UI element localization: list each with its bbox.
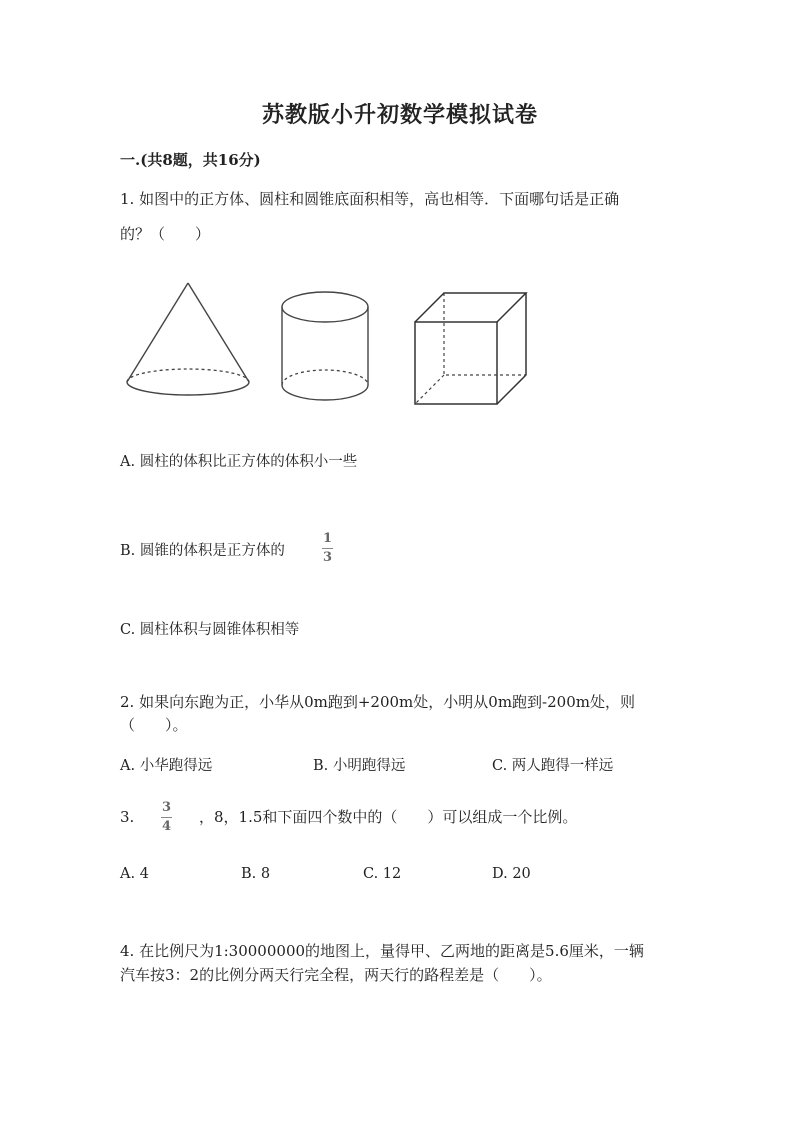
fraction-bar	[161, 817, 172, 818]
cylinder-figure	[276, 288, 374, 410]
fraction-one-third	[322, 532, 333, 565]
question-3-number: 3.	[120, 808, 135, 826]
cube-figure	[408, 288, 534, 410]
question-3-option-d[interactable]: D. 20	[492, 866, 531, 882]
fraction-bar	[322, 548, 333, 549]
question-1-line-2: 的？（ ）	[120, 225, 211, 243]
question-1-option-a[interactable]: A. 圆柱的体积比正方体的体积小一些	[120, 454, 358, 470]
question-3-option-a[interactable]: A. 4	[120, 866, 149, 882]
fraction-denominator: 3	[322, 550, 333, 565]
question-3-text: ，8，1.5和下面四个数中的（ ）可以组成一个比例。	[199, 808, 578, 826]
question-2-option-a[interactable]: A. 小华跑得远	[120, 758, 213, 774]
question-2-line-2: （ ）。	[120, 716, 188, 734]
question-2-option-b[interactable]: B. 小明跑得远	[313, 758, 406, 774]
question-4-line-1: 4. 在比例尺为1:30000000的地图上，量得甲、乙两地的距离是5.6厘米，一辆	[120, 942, 644, 960]
question-3-option-b[interactable]: B. 8	[241, 866, 271, 882]
section-heading: 一.(共8题，共16分)	[120, 151, 261, 169]
question-1-option-c[interactable]: C. 圆柱体积与圆锥体积相等	[120, 622, 300, 638]
fraction-three-quarters	[161, 801, 172, 834]
question-1-option-b[interactable]: B. 圆锥的体积是正方体的	[120, 543, 285, 559]
fraction-numerator: 1	[322, 531, 333, 546]
fraction-denominator: 4	[161, 819, 172, 834]
question-4-line-2: 汽车按3：2的比例分两天行完全程，两天行的路程差是（ ）。	[120, 966, 552, 984]
question-2-line-1: 2. 如果向东跑为正，小华从0m跑到+200m处，小明从0m跑到-200m处，则	[120, 693, 635, 711]
fraction-numerator: 3	[161, 800, 172, 815]
page-title: 苏教版小升初数学模拟试卷	[261, 102, 538, 128]
question-2-option-c[interactable]: C. 两人跑得一样远	[492, 758, 614, 774]
cone-figure	[122, 278, 254, 400]
question-1-line-1: 1. 如图中的正方体、圆柱和圆锥底面积相等，高也相等．下面哪句话是正确	[120, 190, 620, 208]
question-3-option-c[interactable]: C. 12	[363, 866, 402, 882]
